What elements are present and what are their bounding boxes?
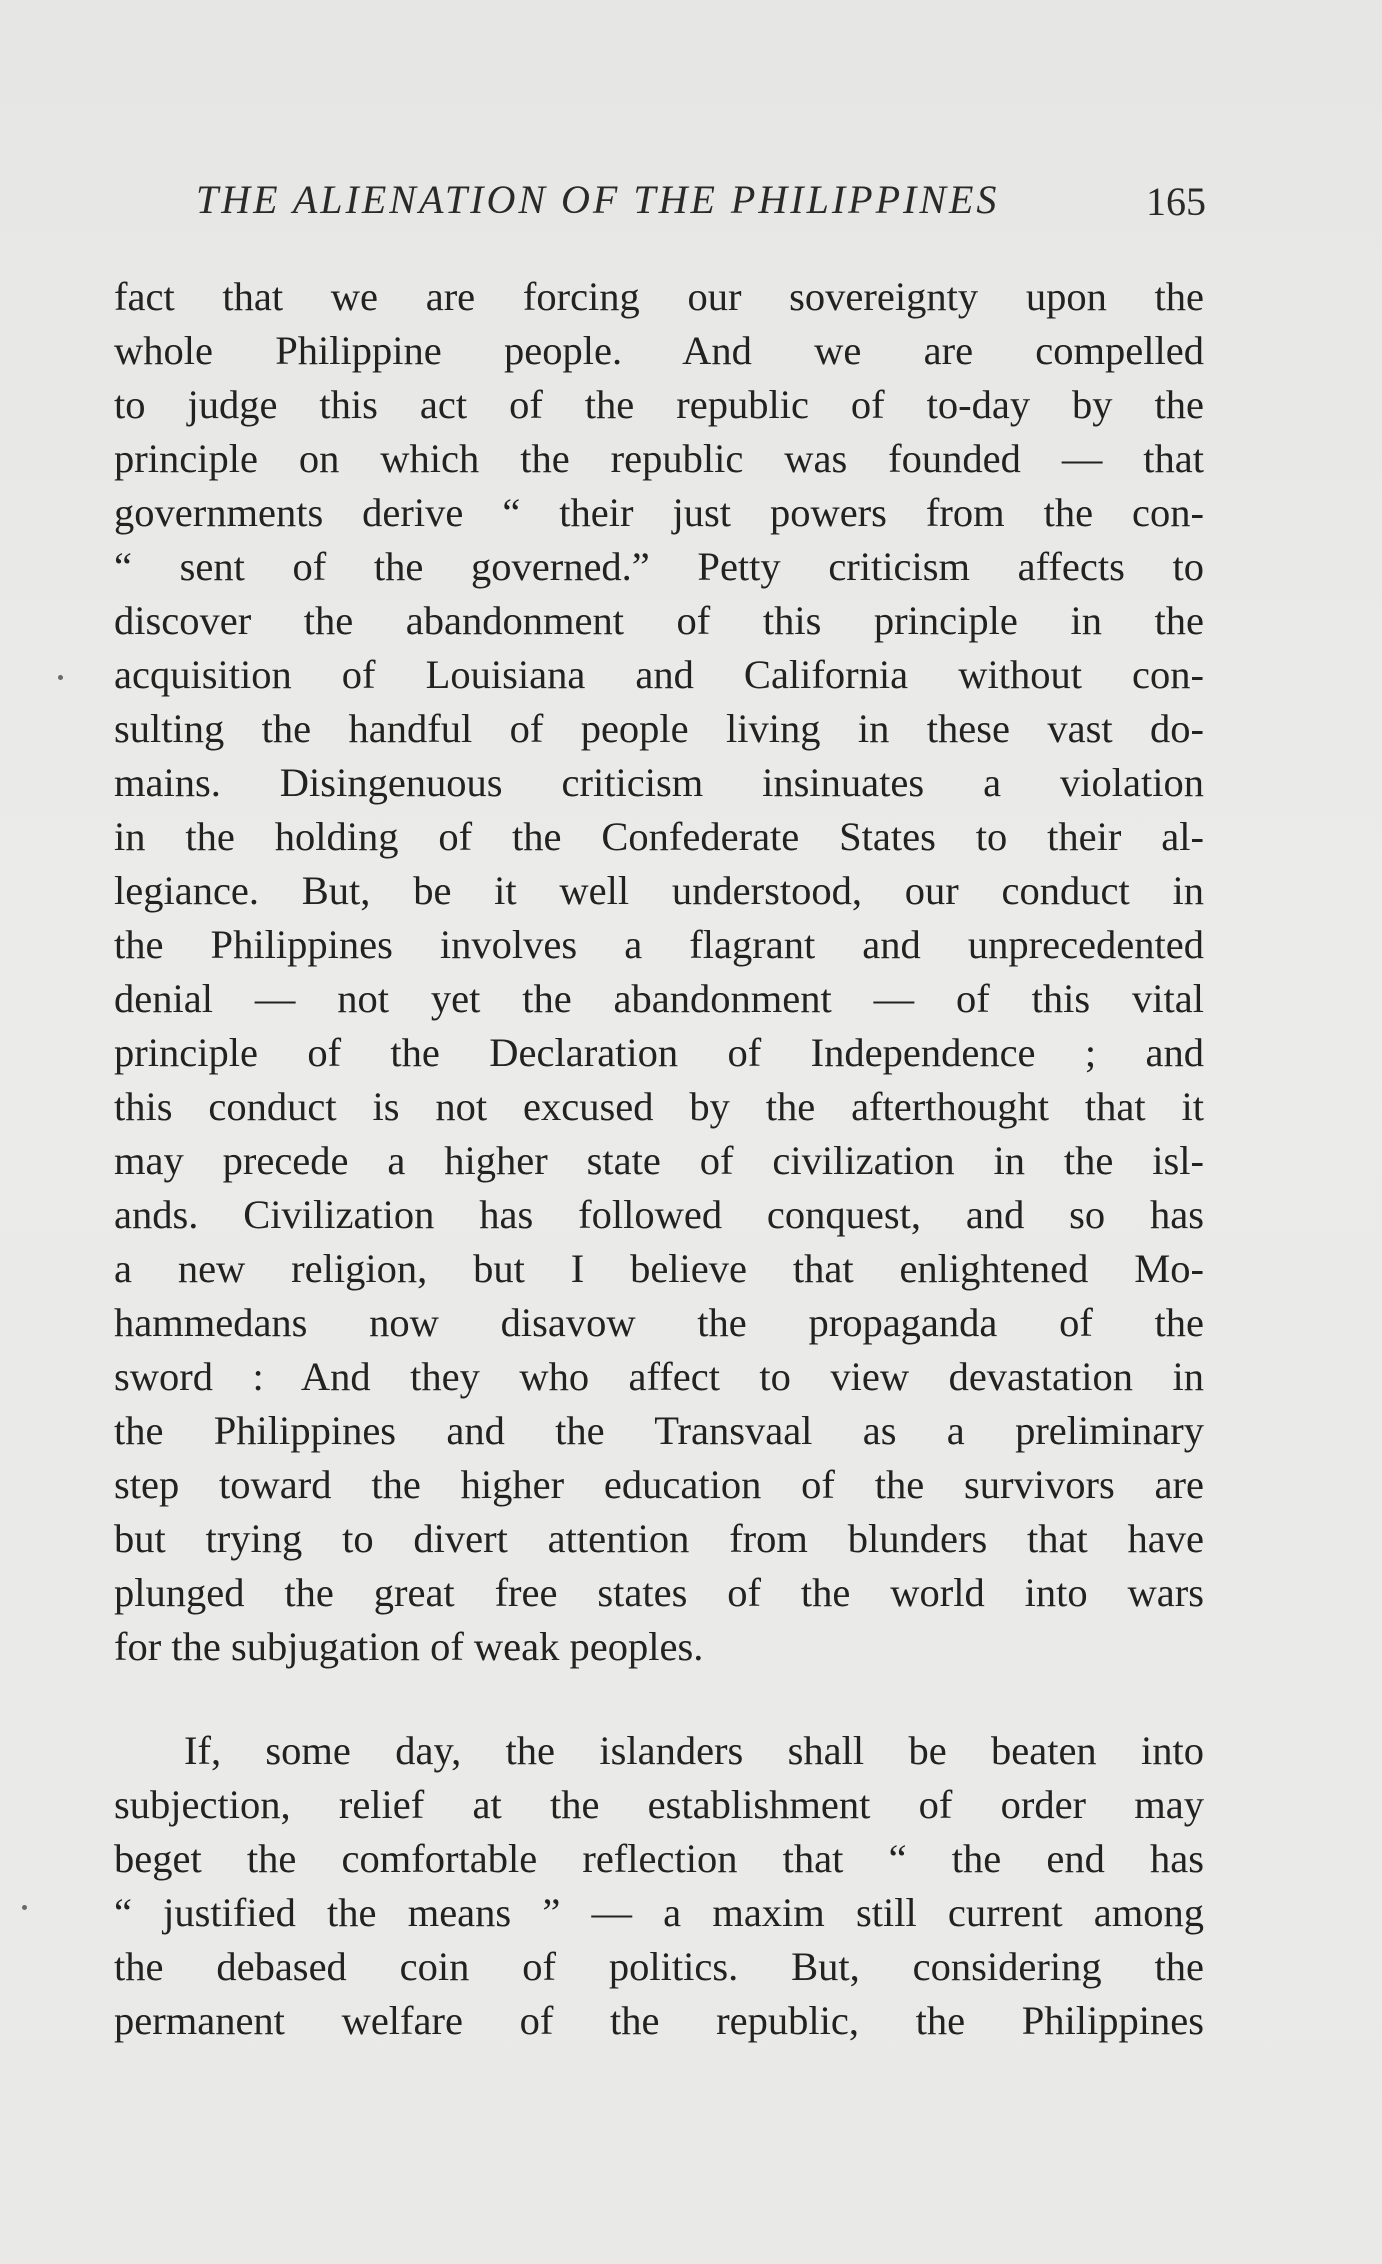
text-line: plunged the great free states of the world into wars [114, 1570, 1204, 1615]
paragraph-1 [114, 270, 1204, 1674]
text-line: subjection, relief at the establishment of order may [114, 1782, 1204, 1827]
text-line: hammedans now disavow the propaganda of the [114, 1300, 1204, 1345]
text-line: the debased coin of politics. But, considering the [114, 1944, 1204, 1989]
text-line: “ sent of the governed.” Petty criticism affects to [114, 544, 1204, 589]
text-line: in the holding of the Confederate States to their al- [114, 814, 1204, 859]
text-line: step toward the higher education of the survivors are [114, 1462, 1204, 1507]
text-line: “ justified the means ” — a maxim still current among [114, 1890, 1204, 1935]
text-line: may precede a higher state of civilization in the isl- [114, 1138, 1204, 1183]
paper-speck [58, 675, 63, 680]
text-line: ands. Civilization has followed conquest, and so has [114, 1192, 1204, 1237]
paragraph-2 [114, 1724, 1204, 2048]
paper-speck [22, 1905, 27, 1910]
text-line: principle on which the republic was founded — that [114, 436, 1204, 481]
text-line: mains. Disingenuous criticism insinuates a violation [114, 760, 1204, 805]
text-line: a new religion, but I believe that enlightened Mo- [114, 1246, 1204, 1291]
text-line: If, some day, the islanders shall be beaten into [184, 1728, 1204, 1773]
text-line: whole Philippine people. And we are compelled [114, 328, 1204, 373]
text-line: discover the abandonment of this principle in the [114, 598, 1204, 643]
text-line: denial — not yet the abandonment — of this vital [114, 976, 1204, 1021]
page-header [196, 176, 1206, 236]
text-line: but trying to divert attention from blunders that have [114, 1516, 1204, 1561]
text-line: fact that we are forcing our sovereignty upon the [114, 274, 1204, 319]
text-line: legiance. But, be it well understood, our conduct in [114, 868, 1204, 913]
text-line: permanent welfare of the republic, the Philippines [114, 1998, 1204, 2043]
body-text [114, 270, 1204, 2048]
text-line: sulting the handful of people living in these vast do- [114, 706, 1204, 751]
text-line: sword : And they who affect to view devastation in [114, 1354, 1204, 1399]
page-number: 165 [1146, 179, 1206, 224]
text-line: to judge this act of the republic of to-day by the [114, 382, 1204, 427]
text-line: the Philippines involves a flagrant and unprecedented [114, 922, 1204, 967]
text-line: this conduct is not excused by the afterthought that it [114, 1084, 1204, 1129]
text-line: principle of the Declaration of Independence ; and [114, 1030, 1204, 1075]
text-line: for the subjugation of weak peoples. [114, 1624, 704, 1669]
text-line: acquisition of Louisiana and California without con- [114, 652, 1204, 697]
text-line: beget the comfortable reflection that “ the end has [114, 1836, 1204, 1881]
text-line: governments derive “ their just powers from the con- [114, 490, 1204, 535]
running-title: THE ALIENATION OF THE PHILIPPINES [196, 177, 1000, 222]
text-line: the Philippines and the Transvaal as a preliminary [114, 1408, 1204, 1453]
